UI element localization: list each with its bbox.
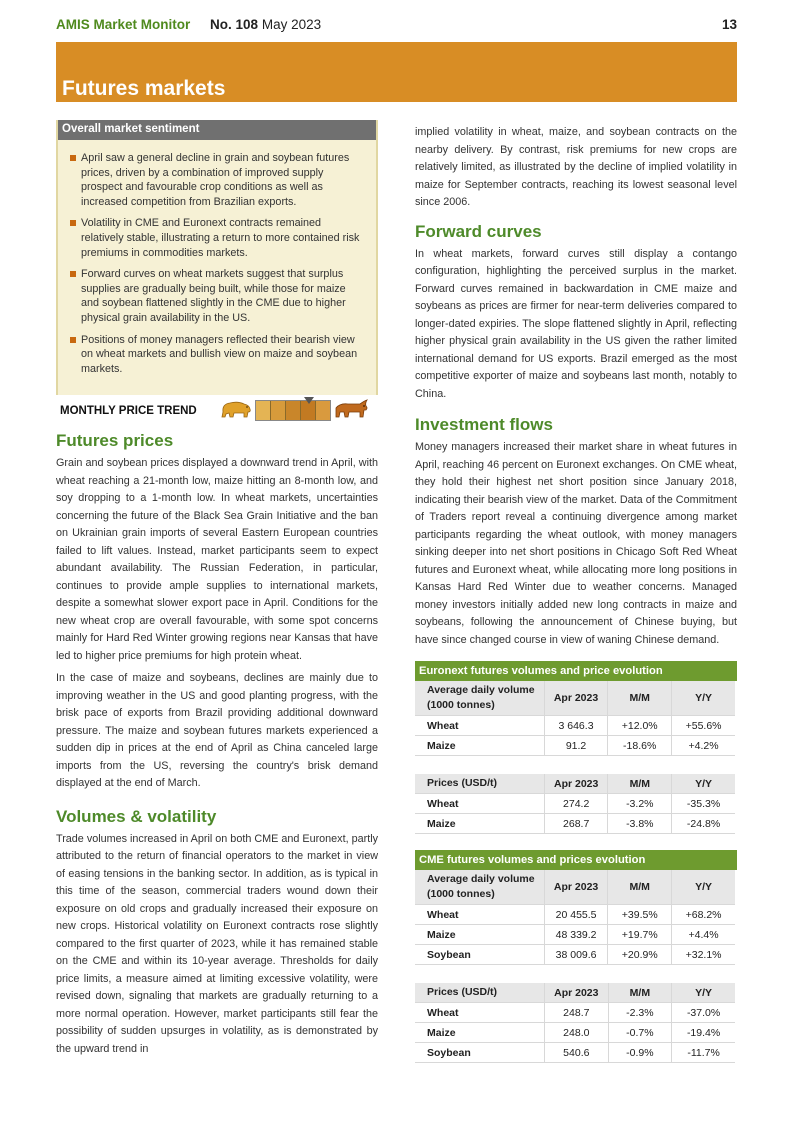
euronext-price-table xyxy=(415,774,735,834)
cme-price-table xyxy=(415,983,735,1063)
euronext-volume-table xyxy=(415,681,735,756)
table-row xyxy=(415,1003,735,1023)
sentiment-title: Overall market sentiment xyxy=(58,120,376,140)
table-header-cell: Apr 2023 xyxy=(544,681,607,716)
table-header-cell: Apr 2023 xyxy=(544,774,608,794)
table-cell: 248.0 xyxy=(545,1023,609,1043)
monthly-price-trend-label: MONTHLY PRICE TREND xyxy=(60,405,197,417)
table-header-cell: M/M xyxy=(608,681,672,716)
table-header-cell: Prices (USD/t) xyxy=(415,983,545,1003)
sentiment-item-text: April saw a general decline in grain and soybean futures prices, driven by a combination of improved supply prospect and favourable crop conditions as well as increased competition from Brazilian exports. xyxy=(81,152,350,208)
sentiment-item-text: Positions of money managers reflected their bearish view on wheat markets and bullish view on maize and soybean markets. xyxy=(81,333,358,375)
monthly-price-trend xyxy=(56,395,378,425)
table-header-cell: Apr 2023 xyxy=(544,870,607,905)
running-header xyxy=(56,17,321,32)
cme-volume-table xyxy=(415,870,735,965)
table-cell: -2.3% xyxy=(608,1003,672,1023)
table-cell: +39.5% xyxy=(608,905,672,925)
futures-prices-heading: Futures prices xyxy=(56,431,174,450)
bullet-icon xyxy=(70,220,76,226)
table-cell: Wheat xyxy=(415,716,544,736)
table-cell: -19.4% xyxy=(672,1023,735,1043)
table-cell: -0.7% xyxy=(608,1023,672,1043)
table-cell: Maize xyxy=(415,736,544,756)
table-cell: -3.2% xyxy=(608,794,672,814)
table-cell: Maize xyxy=(415,925,544,945)
table-header-cell: Apr 2023 xyxy=(545,983,609,1003)
table-cell: 268.7 xyxy=(544,814,608,834)
volumes-paragraph: Trade volumes increased in April on both CME and Euronext, partly attributed to the return of financial operators to the market in view of easing tensions in the banking sector. In addition, as is typical in this time of the season, commercial traders wound down their exposure on old crops and gradually increased their exposure on new crops. Historical volatility on Euronext contracts rose slightly compared to the first quarter of 2023, while it has remained stable on the CME and within its 10-year average. Thresholds for daily price limits, a measure aimed at limiting excessive volatility, were revised down, signaling that markets are gradually returning to a more normal operation. However, market participants still fear the possibility of sudden upsurges in volatility, as is demonstrated by the upward trend in xyxy=(56,832,378,1055)
sentiment-item-text: Forward curves on wheat markets suggest that surplus supplies are gradually being built, while those for maize and soybean flattened slightly in the CME due to higher physical grain availability in the US. xyxy=(81,268,346,324)
cme-table-block xyxy=(415,850,737,1063)
table-cell: +19.7% xyxy=(608,925,672,945)
table-cell: -11.7% xyxy=(672,1043,735,1063)
table-cell: +32.1% xyxy=(672,945,735,965)
table-cell: -37.0% xyxy=(672,1003,735,1023)
table-cell: -35.3% xyxy=(672,794,735,814)
investment-flows-paragraph: Money managers increased their market share in wheat futures in April, reaching 46 percent on Euronext exchanges. On CME wheat, they hold their highest net short position since January 2018, indicating their bearish view of the market. Data of the Commitment of Traders report reveal a continuing divergence among market participants regarding the wheat outlook, with money managers sinking deeper into net short positions in Chicago Soft Red Wheat futures and Euronext wheat, while allocating more long positions in Kansas Hard Red Winter due to weather concerns. Managed money investors initially added new long contracts in maize and soybeans, following the announcement of Chinese buying, but have since changed course in view of waning Chinese demand. xyxy=(415,441,737,646)
volatility-continued-paragraph: implied volatility in wheat, maize, and soybean contracts on the nearby delivery. By contrast, risk premiums for new crops are relatively limited, as illustrated by the decline of implied volatility in maize for September contracts, reaching its lowest seasonal level since 2006. xyxy=(415,126,737,208)
table-header-cell: M/M xyxy=(608,774,672,794)
table-row xyxy=(415,905,735,925)
cme-table-title: CME futures volumes and prices evolution xyxy=(415,850,737,870)
bull-icon xyxy=(334,398,370,420)
table-row xyxy=(415,925,735,945)
sentiment-item-text: Volatility in CME and Euronext contracts remained relatively stable, illustrating a return to more contained risk premiums in commodities markets. xyxy=(81,217,360,259)
euronext-table-block xyxy=(415,661,737,834)
table-row xyxy=(415,716,735,736)
table-cell: Wheat xyxy=(415,905,544,925)
issue-number: No. 108 xyxy=(210,17,259,32)
table-row xyxy=(415,1023,735,1043)
table-header-row xyxy=(415,983,735,1003)
forward-curves-heading: Forward curves xyxy=(415,221,542,241)
trend-scale-segment xyxy=(271,401,286,420)
section-title: Futures markets xyxy=(62,77,226,100)
table-row xyxy=(415,736,735,756)
table-cell: 540.6 xyxy=(545,1043,609,1063)
sentiment-item xyxy=(70,151,366,209)
table-header-cell: Prices (USD/t) xyxy=(415,774,544,794)
table-cell: Wheat xyxy=(415,1003,545,1023)
trend-scale-segment xyxy=(316,401,330,420)
table-cell: Maize xyxy=(415,1023,545,1043)
table-row xyxy=(415,1043,735,1063)
volumes-heading: Volumes & volatility xyxy=(56,806,217,826)
table-cell: 38 009.6 xyxy=(544,945,607,965)
right-column xyxy=(415,124,737,1063)
sentiment-item xyxy=(70,216,366,260)
table-header-cell: M/M xyxy=(608,983,672,1003)
table-cell: 91.2 xyxy=(544,736,607,756)
forward-curves-paragraph: In wheat markets, forward curves still display a contango configuration, highlighting the perceived surplus in the market. Forward curves remained in backwardation in CME maize and soybeans as prices are firmer for near-term deliveries compared to longer-dated expiries. The slope flattened slightly in April, reflecting higher physical grain availability in the US given the rather limited international demand for US exports. Brazil emerged as the most competitive exporter of maize and soybeans last month, notably to China. xyxy=(415,247,737,400)
sentiment-item xyxy=(70,333,366,377)
trend-marker-icon xyxy=(304,397,314,404)
investment-flows-heading: Investment flows xyxy=(415,415,553,434)
table-header-cell: Y/Y xyxy=(672,870,735,905)
table-row xyxy=(415,814,735,834)
trend-scale-segment xyxy=(256,401,271,420)
table-header-cell: Average daily volume (1000 tonnes) xyxy=(415,870,544,905)
page-number: 13 xyxy=(721,17,737,32)
table-header-cell: Y/Y xyxy=(672,774,735,794)
table-cell: Soybean xyxy=(415,945,544,965)
table-cell: -24.8% xyxy=(672,814,735,834)
table-cell: -3.8% xyxy=(608,814,672,834)
issue-month: May 2023 xyxy=(261,17,322,32)
euronext-table-title: Euronext futures volumes and price evolution xyxy=(415,661,737,681)
table-row xyxy=(415,794,735,814)
sentiment-box xyxy=(56,120,378,395)
table-row xyxy=(415,945,735,965)
trend-scale-segment xyxy=(286,401,301,420)
bullet-icon xyxy=(70,337,76,343)
table-cell: 3 646.3 xyxy=(544,716,607,736)
table-header-cell: M/M xyxy=(608,870,672,905)
futures-prices-paragraph-1: Grain and soybean prices displayed a downward trend in April, with wheat reaching a 21-month low, maize hitting an 8-month low, and soy dropping to a 1-month low. In wheat markets, uncertainties concerning the future of the Black Sea Grain Initiative and the ban on Ukrainian grain imports of several Eastern European countries failed to lift values. Instead, market participants seem to expect abundant availability. The Russian Federation, in particular, continues to provide ample supplies to international markets, despite a somewhat slower export pace in April. Conditions for the new wheat crop are overall favourable, with some spot concerns mainly for Hard Red Winter growing regions near Kansas that have led to higher price premiums for high protein wheat. xyxy=(56,457,378,662)
table-header-row xyxy=(415,681,735,716)
table-header-row xyxy=(415,870,735,905)
table-cell: +4.2% xyxy=(672,736,735,756)
bear-icon xyxy=(220,398,252,420)
table-cell: +55.6% xyxy=(672,716,735,736)
table-header-row xyxy=(415,774,735,794)
table-header-cell: Y/Y xyxy=(672,681,735,716)
table-header-cell: Y/Y xyxy=(672,983,735,1003)
table-cell: Soybean xyxy=(415,1043,545,1063)
trend-scale xyxy=(255,400,331,421)
table-cell: 248.7 xyxy=(545,1003,609,1023)
bullet-icon xyxy=(70,155,76,161)
table-cell: Maize xyxy=(415,814,544,834)
bullet-icon xyxy=(70,271,76,277)
table-cell: +20.9% xyxy=(608,945,672,965)
table-cell: 274.2 xyxy=(544,794,608,814)
section-banner xyxy=(56,42,737,102)
futures-prices-paragraph-2: In the case of maize and soybeans, declines are mainly due to improving weather in the US and good planting progress, with the brisk pace of exports from Brazil providing additional downward pressure. The maize and soybean futures markets experienced a sudden dip in prices at the end of April as China canceled large imports from the US, reversing the country's brisk demand displayed at the end of March. xyxy=(56,672,378,789)
sentiment-list xyxy=(58,140,376,376)
table-cell: Wheat xyxy=(415,794,544,814)
table-cell: +12.0% xyxy=(608,716,672,736)
table-cell: +4.4% xyxy=(672,925,735,945)
table-cell: 20 455.5 xyxy=(544,905,607,925)
table-cell: -18.6% xyxy=(608,736,672,756)
table-cell: 48 339.2 xyxy=(544,925,607,945)
table-cell: +68.2% xyxy=(672,905,735,925)
publication-title: AMIS Market Monitor xyxy=(56,17,191,32)
left-column xyxy=(56,120,378,1058)
table-cell: -0.9% xyxy=(608,1043,672,1063)
sentiment-item xyxy=(70,267,366,325)
table-header-cell: Average daily volume (1000 tonnes) xyxy=(415,681,544,716)
